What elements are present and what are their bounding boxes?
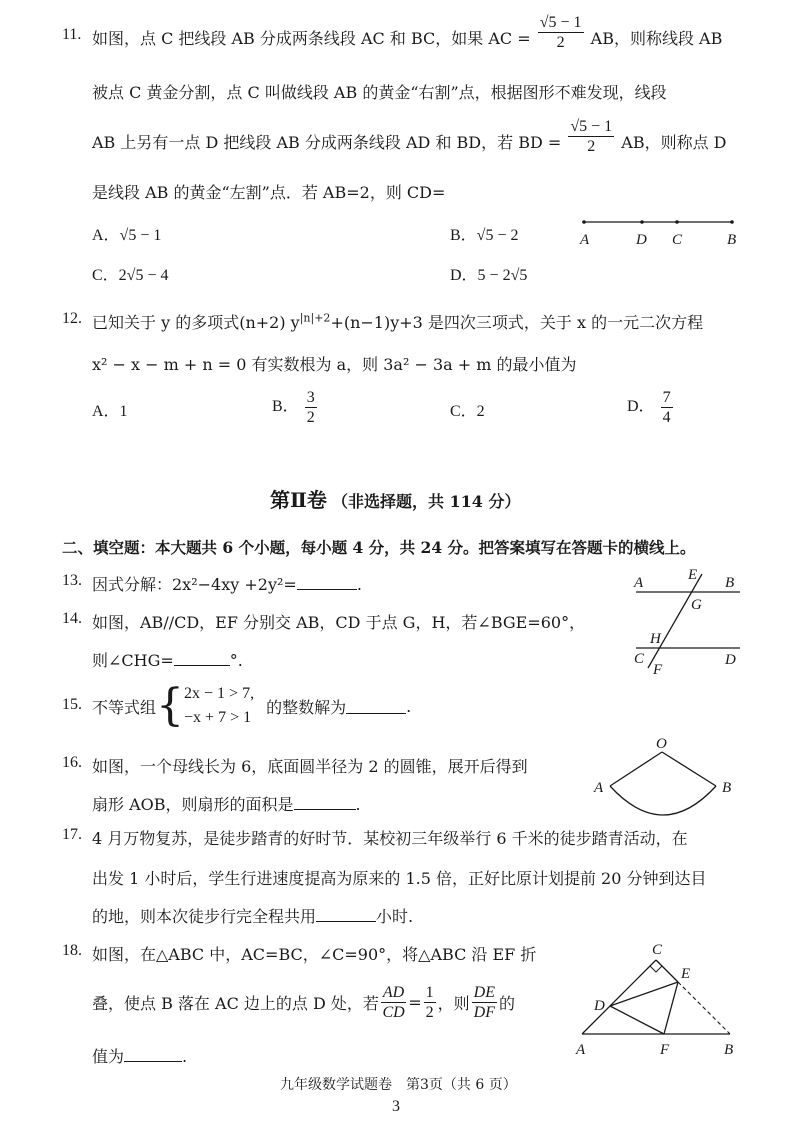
- q13-text: 因式分解：2x²−4xy +2y²=: [92, 575, 297, 594]
- fraction-denominator: DF: [473, 1003, 495, 1021]
- q17-line2: 出发 1 小时后，学生行进速度提高为原来的 1.5 倍，正好比原计划提前 20 分钟到达目: [92, 869, 707, 888]
- label-c: C: [672, 232, 683, 248]
- point-c: [675, 220, 679, 224]
- label-c: C: [634, 651, 645, 667]
- fraction-numerator: 7: [662, 389, 671, 406]
- q14-answer-blank[interactable]: [174, 651, 230, 666]
- fraction-numerator: √5 − 1: [570, 118, 613, 135]
- label-b: B: [725, 575, 735, 591]
- transversal-ef: [648, 574, 702, 668]
- q16-end: .: [355, 795, 361, 814]
- q18-end: .: [182, 1047, 188, 1066]
- q14-parallel-lines-figure: [628, 564, 748, 676]
- section-title-main: 第Ⅱ卷: [270, 488, 327, 512]
- fraction-numerator: 1: [425, 983, 434, 1001]
- page-footer: 九年级数学试题卷 第3页（共 6 页）: [280, 1077, 517, 1093]
- label-h: H: [650, 631, 661, 647]
- fraction-denominator: CD: [382, 1003, 405, 1021]
- fraction-denominator: 2: [425, 1003, 434, 1021]
- golden-ratio-fraction-2: [568, 117, 614, 156]
- q18-number: 18.: [62, 942, 82, 959]
- q11-line3-text: AB 上另有一点 D 把线段 AB 分成两条线段 AD 和 BD，若 BD =: [92, 133, 562, 152]
- label-g: G: [691, 597, 702, 613]
- ratio-de-df: [472, 983, 497, 1022]
- label-b: B: [724, 1042, 734, 1058]
- q17-line3-text: 的地，则本次徒步行完全程共用: [92, 907, 317, 926]
- q12-option-b-label: B．: [272, 398, 299, 416]
- segment-de: [610, 982, 678, 1006]
- fraction-numerator: AD: [382, 983, 405, 1001]
- q12-option-b-fraction: [305, 388, 317, 427]
- q11-segment-figure: [574, 210, 744, 250]
- q12-line2: x² − x − m + n = 0 有实数根为 a，则 3a² − 3a + m 的最小值为: [92, 355, 577, 374]
- inequality-1: 2x − 1 > 7,: [184, 685, 255, 702]
- q13-line: [92, 572, 362, 595]
- q14-end: °.: [229, 651, 243, 670]
- segment-df: [610, 1006, 664, 1034]
- brace-icon: {: [156, 680, 185, 731]
- q11-option-d: D．5 − 2√5: [450, 267, 528, 284]
- label-a: A: [634, 575, 644, 591]
- fraction-denominator: 2: [306, 409, 315, 426]
- section-title-sub: （非选择题，共 114 分）: [331, 492, 521, 511]
- q14-line2: [92, 648, 243, 671]
- ratio-one-half: [424, 983, 436, 1022]
- q14-number: 14.: [62, 610, 82, 627]
- segment-ac: [582, 960, 656, 1034]
- q11-line4: 是线段 AB 的黄金“左割”点．若 AB=2，则 CD=: [92, 183, 446, 202]
- q16-sector-figure: [590, 734, 750, 818]
- segment-eb-dashed: [678, 982, 730, 1034]
- fraction-denominator: 2: [587, 138, 596, 155]
- label-f: F: [660, 1042, 670, 1058]
- q18-line3-text: 值为: [92, 1047, 125, 1066]
- q17-line1: 4 月万物复苏，是徒步踏青的好时节．某校初三年级举行 6 千米的徒步踏青活动，在: [92, 829, 688, 848]
- q12-option-b: [272, 388, 319, 427]
- radius-ob: [662, 752, 716, 786]
- label-o: O: [656, 736, 667, 752]
- label-d: D: [725, 652, 736, 668]
- fill-in-instructions: 二、填空题：本大题共 6 个小题，每小题 4 分，共 24 分。把答案填写在答题卡的横线上。: [62, 538, 696, 557]
- label-f: F: [653, 662, 663, 676]
- fraction-numerator: √5 − 1: [539, 14, 582, 31]
- fraction-denominator: 2: [556, 34, 565, 51]
- q18-folding-triangle-figure: [570, 938, 750, 1062]
- q14-line1: 如图，AB//CD，EF 分别交 AB，CD 于点 G，H，若∠BGE=60°，: [92, 613, 586, 632]
- q11-number: 11.: [62, 26, 82, 43]
- q13-number: 13.: [62, 572, 82, 589]
- q11-line1-end: AB，则称线段 AB: [590, 29, 723, 48]
- label-a: A: [576, 1042, 586, 1058]
- q11-line3: [92, 118, 727, 156]
- fraction-numerator: DE: [473, 983, 495, 1001]
- point-b: [730, 220, 734, 224]
- q14-line2-text: 则∠CHG=: [92, 651, 174, 670]
- q18-line3: [92, 1044, 187, 1067]
- q16-number: 16.: [62, 754, 82, 771]
- point-a: [582, 220, 586, 224]
- fraction-numerator: 3: [306, 389, 315, 406]
- q11-line3-end: AB，则称点 D: [621, 133, 727, 152]
- q12-option-c: C．2: [450, 403, 485, 420]
- arc-ab: [610, 786, 716, 815]
- label-a: A: [594, 780, 604, 796]
- point-d: [640, 220, 644, 224]
- q12-exponent: |n|+2: [299, 311, 331, 325]
- right-angle-mark: [650, 966, 662, 972]
- label-d: D: [636, 232, 647, 248]
- q18-answer-blank[interactable]: [124, 1047, 182, 1062]
- q12-option-d-label: D．: [627, 398, 655, 416]
- q18-line2-end: 的: [498, 993, 515, 1013]
- q17-answer-blank[interactable]: [316, 907, 376, 922]
- label-e: E: [681, 966, 691, 982]
- q11-line1: [92, 14, 723, 52]
- inequality-system: [184, 682, 254, 730]
- equals-sign: =: [408, 992, 422, 1012]
- label-b: B: [727, 232, 737, 248]
- q15-number: 15.: [62, 696, 82, 713]
- q16-line2-text: 扇形 AOB，则扇形的面积是: [92, 795, 294, 814]
- q12-number: 12.: [62, 310, 82, 327]
- q12-option-a: A．1: [92, 403, 128, 420]
- page-number: 3: [392, 1098, 400, 1115]
- q11-option-a: A．√5 − 1: [92, 227, 162, 244]
- q12-option-d-fraction: [661, 388, 673, 427]
- section-title: [270, 484, 521, 513]
- q18-line1: 如图，在△ABC 中，AC=BC，∠C=90°，将△ABC 沿 EF 折: [92, 945, 537, 964]
- q18-line2-mid: ，则: [437, 993, 470, 1013]
- q15-answer-blank[interactable]: [346, 699, 406, 714]
- q16-line1: 如图，一个母线长为 6，底面圆半径为 2 的圆锥，展开后得到: [92, 757, 528, 776]
- q18-line2-text: 叠，使点 B 落在 AC 边上的点 D 处，若: [92, 993, 379, 1013]
- q11-option-b: B．√5 − 2: [450, 227, 519, 244]
- q11-line1-text: 如图，点 C 把线段 AB 分成两条线段 AC 和 BC，如果 AC =: [92, 29, 531, 48]
- q17-end: 小时.: [376, 907, 414, 926]
- radius-oa: [610, 752, 662, 786]
- q15-end: .: [406, 696, 412, 716]
- q17-line3: [92, 904, 413, 927]
- q12-line1: [92, 310, 703, 333]
- q13-answer-blank[interactable]: [297, 575, 357, 590]
- segment-ce: [656, 960, 678, 982]
- q11-line2: 被点 C 黄金分割，点 C 叫做线段 AB 的黄金“右割”点，根据图形不难发现，线段: [92, 83, 667, 102]
- label-b: B: [722, 780, 732, 796]
- inequality-2: −x + 7 > 1: [184, 709, 252, 726]
- label-d: D: [594, 998, 605, 1014]
- q18-line2: [92, 980, 515, 1024]
- q12-option-d: [627, 388, 675, 427]
- q17-number: 17.: [62, 826, 82, 843]
- q12-line1-end: +(n−1)y+3 是四次三项式，关于 x 的一元二次方程: [330, 313, 704, 332]
- label-a: A: [580, 232, 590, 248]
- q13-end: .: [356, 575, 362, 594]
- q11-option-c: C．2√5 − 4: [92, 267, 169, 284]
- label-c: C: [652, 942, 663, 958]
- ratio-ad-cd: [381, 983, 406, 1022]
- q15-suffix: 的整数解为: [266, 697, 347, 717]
- q16-line2: [92, 792, 361, 815]
- golden-ratio-fraction: [538, 13, 584, 52]
- q15-prefix: 不等式组: [92, 697, 157, 717]
- label-e: E: [688, 567, 698, 583]
- q12-line1-text: 已知关于 y 的多项式(n+2) y: [92, 313, 300, 332]
- fraction-denominator: 4: [662, 409, 671, 426]
- segment-ef: [664, 982, 678, 1034]
- q16-answer-blank[interactable]: [294, 795, 356, 810]
- q15-line: [92, 680, 411, 732]
